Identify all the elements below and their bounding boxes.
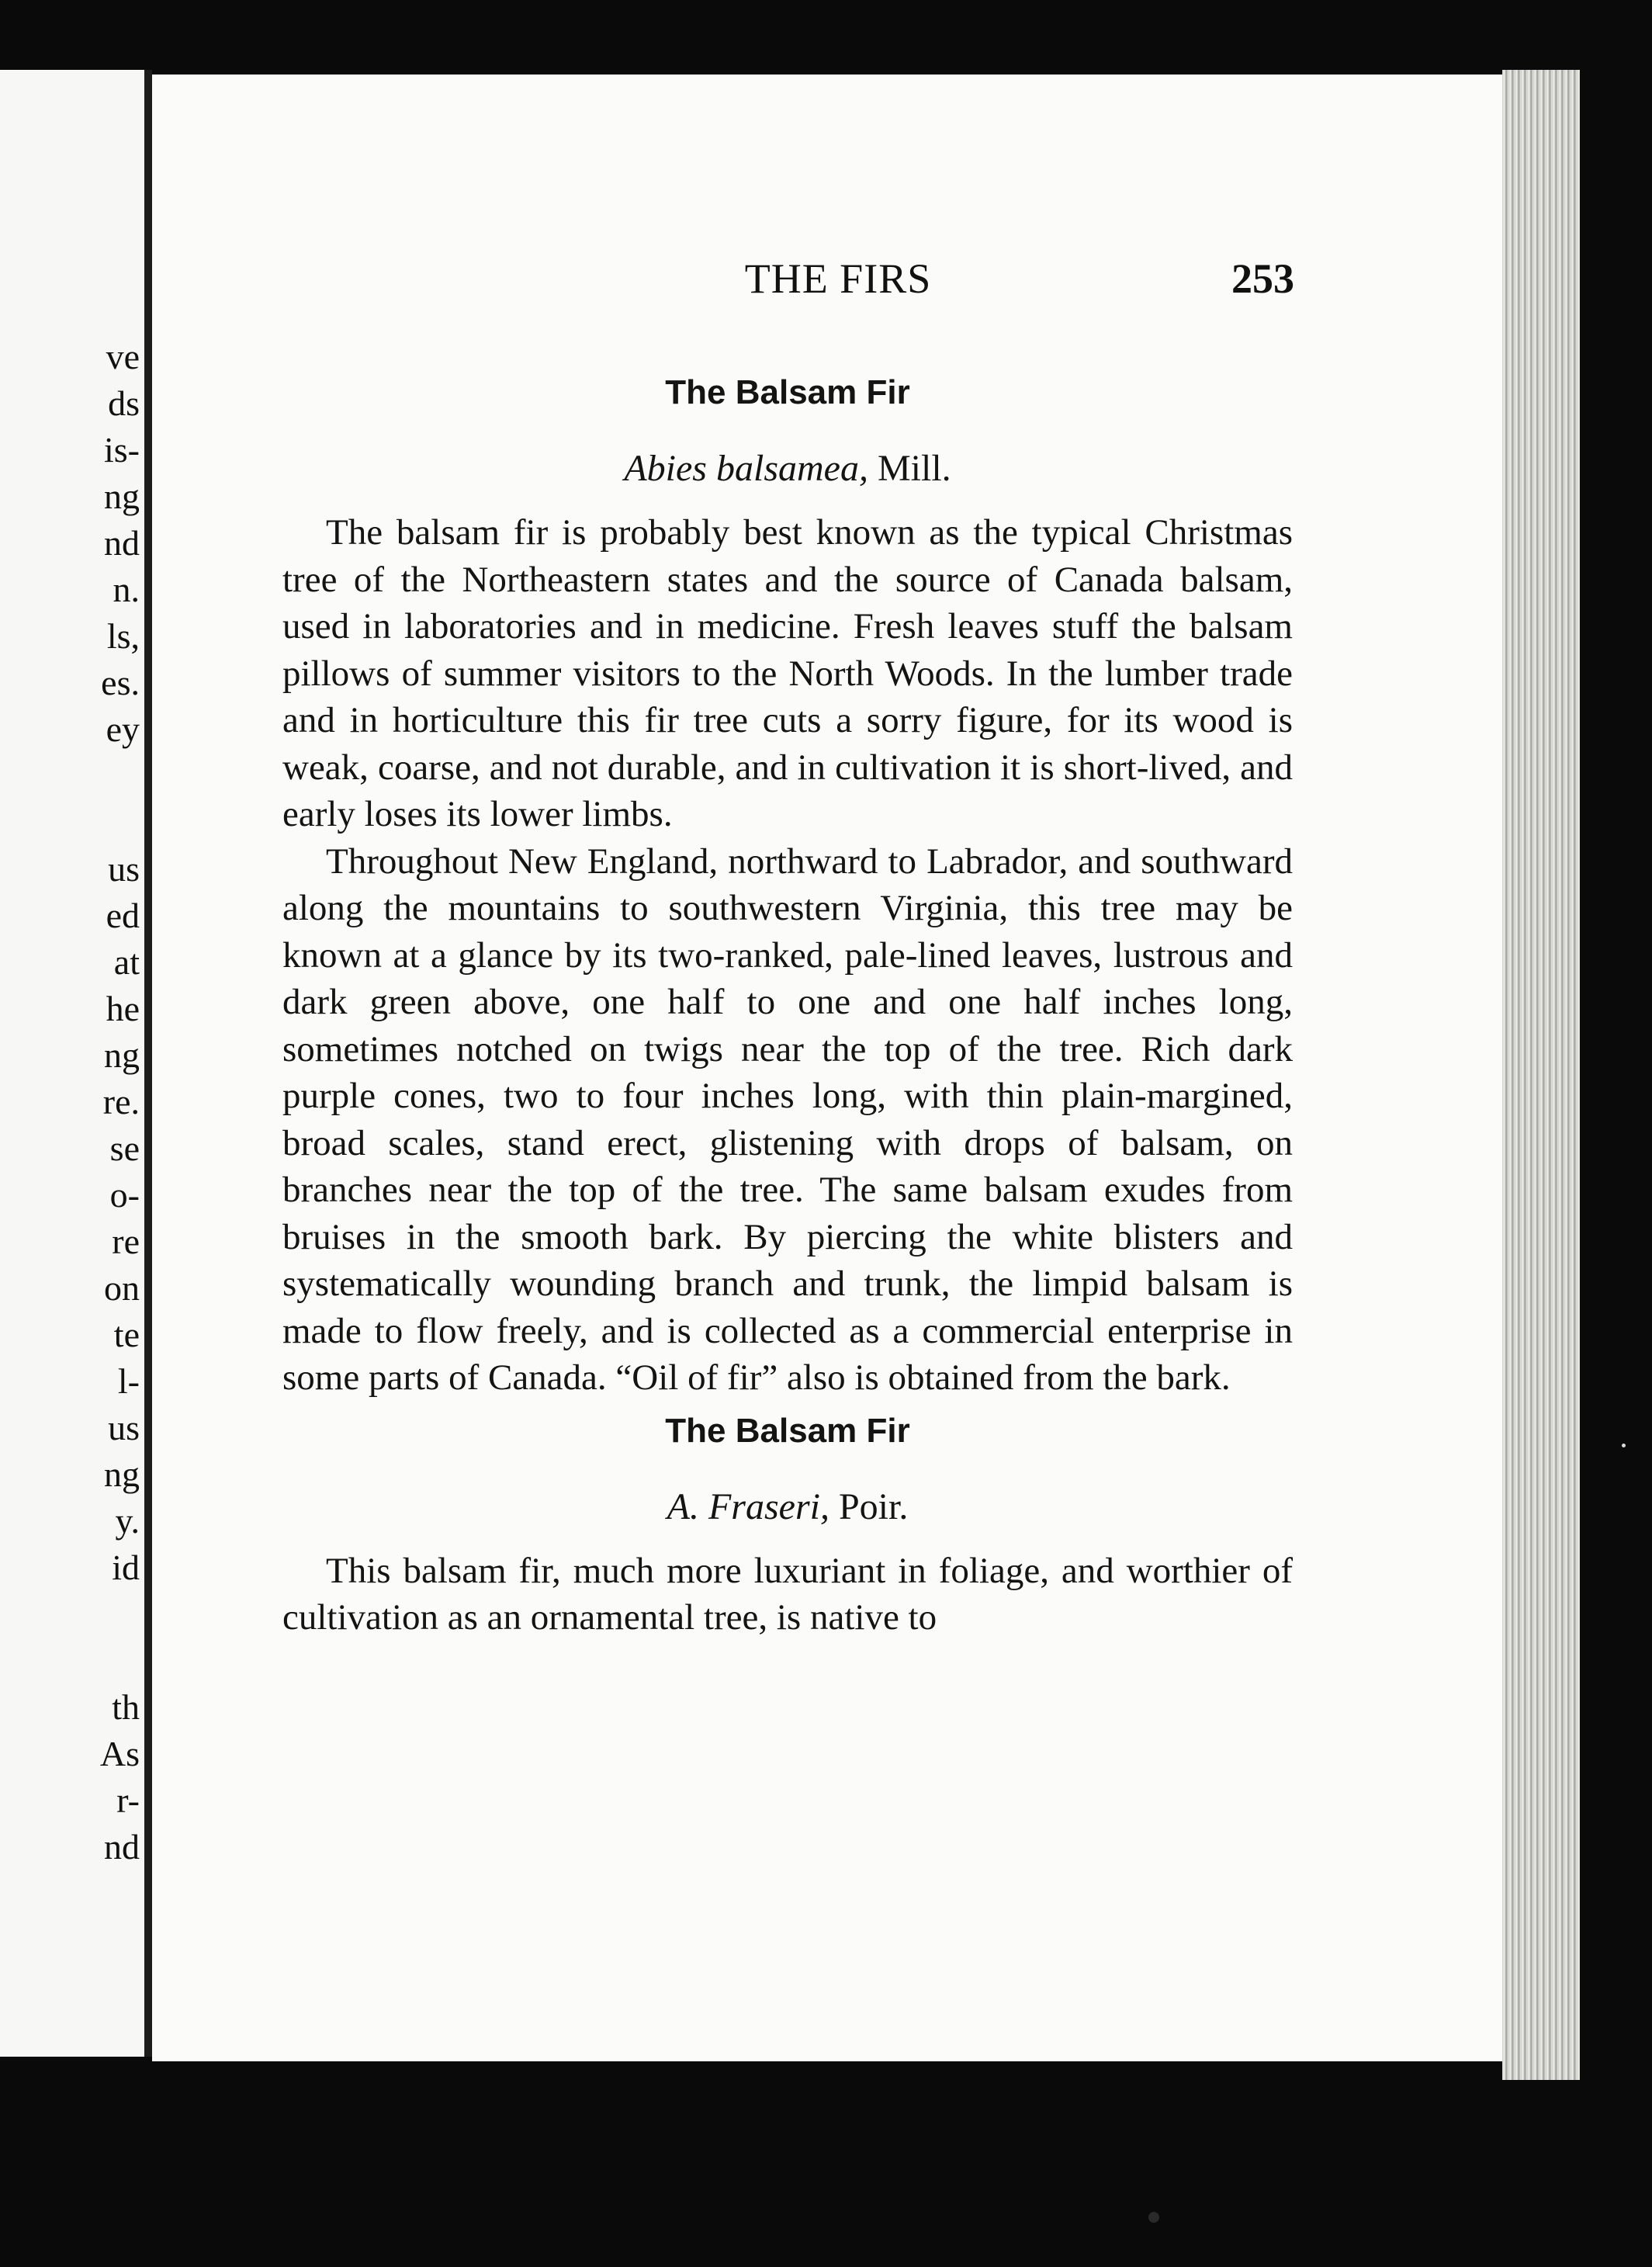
facing-line: re bbox=[112, 1222, 140, 1261]
book-page bbox=[152, 75, 1502, 2061]
paragraph: Throughout New England, northward to Labrador, and southward along the mountains to southwestern Virginia, this tree may be known at a glance by its two-ranked, pale-lined leaves, lustrous and dark green above, one half to one and one half inches long, sometimes notched on twigs near the top of the tree. Rich dark purple cones, two to four inches long, with thin plain-margined, broad scales, stand erect, glistening with drops of balsam, on branches near the top of the tree. The same balsam exudes from bruises in the smooth bark. By piercing the white blisters and systematically wounding branch and trunk, the limpid balsam is made to flow freely, and is collected as a commercial enterprise in some parts of Canada. “Oil of fir” also is obtained from the bark. bbox=[282, 841, 1293, 1398]
paragraph: This balsam fir, much more luxuriant in foliage, and worthier of cultivation as an ornamental tree, is native to bbox=[282, 1550, 1293, 1638]
species-heading: The Balsam Fir bbox=[665, 373, 910, 411]
facing-line: at bbox=[113, 942, 140, 982]
facing-line: ey bbox=[106, 709, 140, 749]
facing-line: us bbox=[108, 849, 140, 889]
facing-line: th bbox=[112, 1687, 140, 1727]
page-number: 253 bbox=[1231, 255, 1294, 302]
facing-line: is- bbox=[104, 430, 140, 470]
page-edges bbox=[1502, 70, 1580, 2080]
authority: Mill. bbox=[877, 448, 951, 489]
page-body bbox=[282, 369, 1293, 1641]
facing-page bbox=[0, 70, 152, 2057]
species-binomial bbox=[282, 445, 1293, 492]
facing-line: ng bbox=[104, 477, 140, 516]
facing-line: se bbox=[109, 1128, 140, 1168]
facing-line: he bbox=[106, 989, 140, 1028]
facing-line: n. bbox=[113, 570, 140, 609]
facing-line: us bbox=[108, 1408, 140, 1447]
running-title: THE FIRS bbox=[744, 255, 932, 302]
latin-name: Abies balsamea, bbox=[624, 448, 868, 489]
facing-line: o- bbox=[109, 1175, 140, 1215]
scan-speck bbox=[1148, 2212, 1159, 2223]
species-heading: The Balsam Fir bbox=[665, 1411, 910, 1450]
facing-line: te bbox=[113, 1315, 140, 1354]
facing-line: nd bbox=[104, 523, 140, 563]
scan-speck bbox=[1622, 1444, 1626, 1447]
facing-line: ds bbox=[108, 383, 140, 423]
latin-name: A. Fraseri, bbox=[667, 1485, 829, 1527]
species-binomial bbox=[282, 1484, 1293, 1530]
facing-line: re. bbox=[102, 1082, 140, 1121]
facing-line: r- bbox=[116, 1780, 140, 1820]
facing-line: on bbox=[104, 1268, 140, 1308]
facing-line: ve bbox=[106, 337, 140, 376]
facing-line: es. bbox=[101, 663, 140, 702]
species-section bbox=[282, 1408, 1293, 1641]
facing-line: ng bbox=[104, 1454, 140, 1494]
facing-line: nd bbox=[104, 1827, 140, 1867]
facing-line: ed bbox=[106, 896, 140, 935]
facing-line: ls, bbox=[106, 616, 140, 656]
facing-line: As bbox=[99, 1734, 140, 1773]
facing-line: l- bbox=[117, 1361, 140, 1401]
authority: Poir. bbox=[838, 1485, 909, 1527]
facing-line: id bbox=[112, 1548, 140, 1587]
facing-line: y. bbox=[115, 1501, 140, 1541]
paragraph: The balsam fir is probably best known as the typical Christmas tree of the Northeastern states and the source of Canada balsam, used in laboratories and in medicine. Fresh leaves stuff the balsam pillows of summer visitors to the North Woods. In the lumber trade and in horticulture this fir tree cuts a sorry figure, for its wood is weak, coarse, and not durable, and in cultivation it is short-lived, and early loses its lower limbs. bbox=[282, 512, 1293, 834]
species-section bbox=[282, 369, 1293, 1402]
facing-line: ng bbox=[104, 1035, 140, 1075]
